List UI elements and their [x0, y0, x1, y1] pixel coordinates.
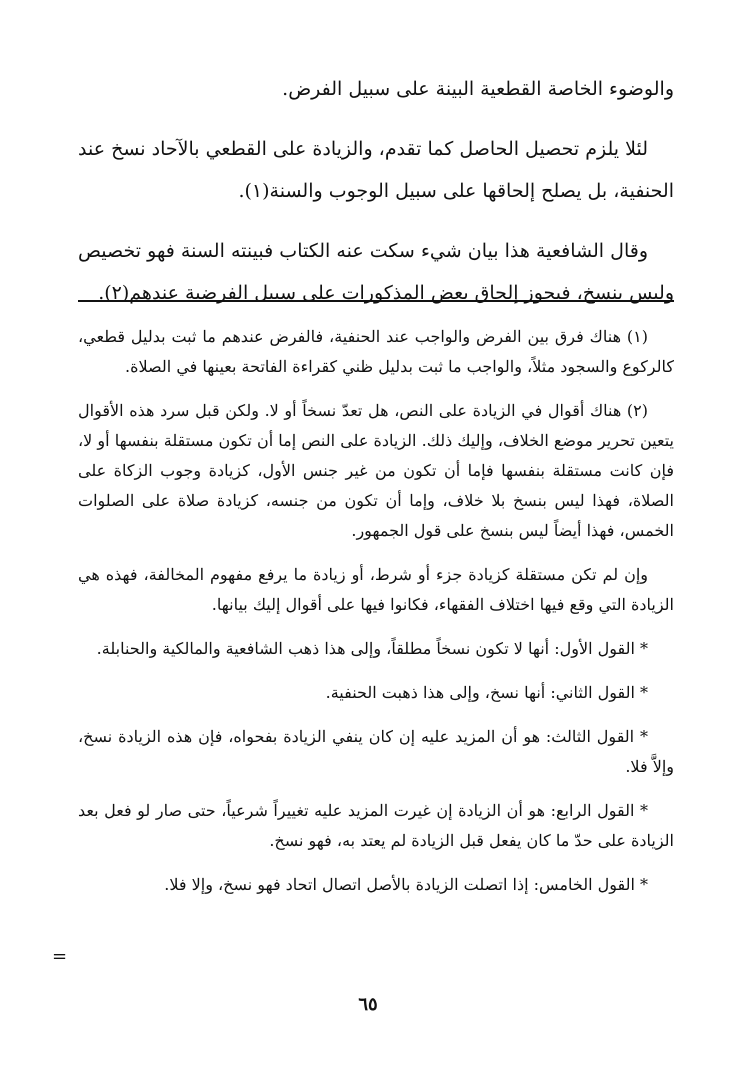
footnote-1: (١) هناك فرق بين الفرض والواجب عند الحنفية، فالفرض عندهم ما ثبت بدليل قطعي، كالركوع والسجود مثلاً، والواجب ما ثبت بدليل ظني كقراءة الفاتحة بعينها في الصلاة.: [78, 327, 674, 376]
opinion-2: * القول الثاني: أنها نسخ، وإلى هذا ذهبت الحنفية.: [325, 683, 648, 702]
main-paragraph-2: لئلا يلزم تحصيل الحاصل كما تقدم، والزيادة على القطعي بالآحاد نسخ عند الحنفية، بل يصلح إلحاقها على سبيل الوجوب والسنة(١).: [78, 138, 674, 202]
footnotes: [78, 322, 674, 914]
main-paragraph-1: والوضوء الخاصة القطعية البينة على سبيل الفرض.: [282, 78, 674, 100]
opinion-3: * القول الثالث: هو أن المزيد عليه إن كان ينفي الزيادة بفحواه، فإن هذه الزيادة نسخ، وإلاَّ فلا.: [78, 727, 674, 776]
opinion-1: * القول الأول: أنها لا تكون نسخاً مطلقاً، وإلى هذا ذهب الشافعية والمالكية والحنابلة.: [96, 639, 648, 658]
main-text: [78, 68, 674, 332]
opinion-5: * القول الخامس: إذا اتصلت الزيادة بالأصل اتصال اتحاد فهو نسخ، وإلا فلا.: [164, 875, 648, 894]
continuation-mark: =: [52, 946, 68, 967]
footnote-2-continuation: وإن لم تكن مستقلة كزيادة جزء أو شرط، أو زيادة ما يرفع مفهوم المخالفة، فهذه هي الزيادة التي وقع فيها اختلاف الفقهاء، فكانوا فيها على أقوال إليك بيانها.: [78, 565, 674, 614]
footnote-2: (٢) هناك أقوال في الزيادة على النص، هل تعدّ نسخاً أو لا. ولكن قبل سرد هذه الأقوال يتعين تحرير موضع الخلاف، وإليك ذلك. الزيادة على النص إما أن تكون مستقلة بنفسها أو لا، فإن كانت مستقلة بنفسها فإما أن تكون من غير جنس الأول، كزيادة وجوب الزكاة على الصلاة، فهذا ليس بنسخ بلا خلاف، وإما أن تكون من جنسه، كزيادة صلاة على الصلوات الخمس، فهذا أيضاً ليس بنسخ على قول الجمهور.: [78, 401, 674, 540]
main-paragraph-3: وقال الشافعية هذا بيان شيء سكت عنه الكتاب فبينته السنة فهو تخصيص وليس بنسخ، فيجوز إلحاق بعض المذكورات على سبيل الفرضية عندهم(٢).: [78, 240, 674, 304]
opinion-4: * القول الرابع: هو أن الزيادة إن غيرت المزيد عليه تغييراً شرعياً، حتى صار لو فعل بعد الزيادة على حدّ ما كان يفعل قبل الزيادة لم يعتد به، فهو نسخ.: [78, 801, 674, 850]
footnote-separator: [78, 300, 674, 302]
page-number: ٦٥: [358, 994, 378, 1015]
